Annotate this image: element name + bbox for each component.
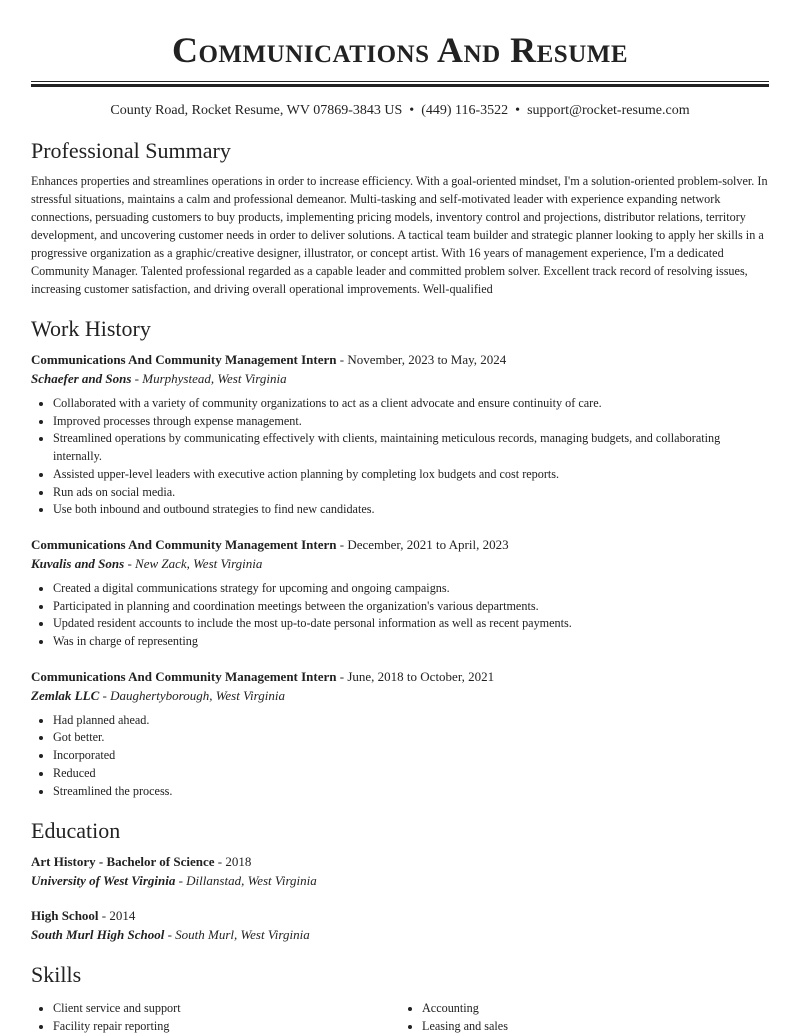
school-location: - Dillanstad, West Virginia: [175, 873, 317, 889]
summary-text: Enhances properties and streamlines operations in order to increase efficiency. With a goal-oriented mindset, I'm a solution-oriented problem-solver. In stressful situations, maintains a calm and professional demeanor. Multi-tasking and self-motivated leader with experience expanding network connections, persuading customers to buy products, implementing pricing models, inventory control and projections, distributor relations, territory development, and uncovering customer needs in order to deliver solutions. A tactical team builder and strategic planner looking to apply her skills in a progressive organization as a graphic/creative designer, illustrator, or concept artist. With 16 years of management experience, I'm a dedicated Community Manager. Talented professional regarded as a capable leader and committed problem solver. Excellent track record of resolving issues, increasing customer satisfaction, and driving overall operational improvements. Well-qualified: [31, 174, 768, 296]
contact-line: [31, 102, 769, 120]
skill-item: • Client service and support: [53, 1000, 400, 1018]
job-bullet: • Incorporated: [53, 747, 769, 765]
job-company-line: [31, 686, 769, 705]
job-entry: [31, 350, 769, 519]
education-heading: Education: [31, 818, 121, 844]
job-bullet: • Reduced: [53, 765, 769, 783]
job-bullet: • Collaborated with a variety of community organizations to act as a client advocate and ensure continuity of care.: [53, 395, 769, 413]
contact-separator: •: [409, 103, 415, 118]
degree-year: - 2018: [214, 854, 252, 870]
job-company: Kuvalis and Sons: [31, 555, 125, 571]
job-location: - Murphystead, West Virginia: [131, 371, 287, 386]
job-entry: [31, 535, 769, 651]
skills-columns: [31, 996, 769, 1035]
contact-address: County Road, Rocket Resume, WV 07869-3843 US: [110, 103, 403, 118]
education-entry: [31, 852, 769, 890]
job-title: Communications And Community Management Intern: [31, 668, 337, 684]
job-title-line: [31, 350, 769, 369]
job-title-line: [31, 535, 769, 554]
job-company-line: [31, 369, 769, 388]
degree-year: - 2014: [98, 908, 136, 924]
job-location: - New Zack, West Virginia: [124, 555, 263, 571]
skills-right-list: [400, 1000, 769, 1035]
degree-line: [31, 906, 769, 925]
school-line: [31, 925, 769, 944]
job-bullet: • Was in charge of representing: [53, 633, 769, 651]
resume-page: [31, 0, 769, 1036]
job-bullet: • Participated in planning and coordination meetings between the organization's various departments.: [53, 598, 769, 616]
job-bullet: • Streamlined the process.: [53, 783, 769, 801]
degree-title: Art History - Bachelor of Science: [31, 854, 215, 870]
job-company: Schaefer and Sons: [31, 371, 132, 386]
job-bullet: • Updated resident accounts to include the most up-to-date personal information as well as recent payments.: [53, 615, 769, 633]
job-location: - Daughertyborough, West Virginia: [99, 687, 285, 703]
job-bullets: [31, 712, 769, 801]
job-bullet: • Had planned ahead.: [53, 712, 769, 730]
degree-title: High School: [31, 908, 99, 924]
job-bullets: [31, 395, 769, 519]
header-divider-thin: [31, 81, 769, 82]
job-bullets: [31, 580, 769, 651]
work-history-heading: Work History: [31, 316, 151, 341]
job-bullet: • Got better.: [53, 729, 769, 747]
school-line: [31, 871, 769, 890]
job-bullet: • Assisted upper-level leaders with executive action planning by completing lox budgets and cost reports.: [53, 466, 769, 484]
job-entry: [31, 667, 769, 801]
skill-item: • Accounting: [422, 1000, 769, 1018]
job-company: Zemlak LLC: [31, 687, 100, 703]
contact-phone: (449) 116-3522: [421, 103, 509, 118]
job-title-line: [31, 667, 769, 686]
job-company-line: [31, 554, 769, 573]
job-bullet: • Use both inbound and outbound strategies to find new candidates.: [53, 501, 769, 519]
job-bullet: • Run ads on social media.: [53, 484, 769, 502]
school-location: - South Murl, West Virginia: [164, 927, 310, 943]
job-bullet: • Created a digital communications strategy for upcoming and ongoing campaigns.: [53, 580, 769, 598]
summary-heading: Professional Summary: [31, 138, 231, 163]
header-divider-thick: [31, 84, 769, 87]
job-dates: - December, 2021 to April, 2023: [336, 536, 509, 552]
job-title: Communications And Community Management Intern: [31, 536, 337, 552]
skills-left-list: [31, 1000, 400, 1035]
skill-item: • Leasing and sales: [422, 1018, 769, 1036]
job-bullet: • Improved processes through expense management.: [53, 413, 769, 431]
job-bullet: • Streamlined operations by communicating effectively with clients, maintaining meticulous records, managing budgets, and collaborating internally.: [53, 430, 769, 465]
contact-separator: •: [515, 103, 521, 118]
job-dates: - June, 2018 to October, 2021: [336, 668, 495, 684]
school-name: University of West Virginia: [31, 873, 176, 889]
contact-email[interactable]: support@rocket-resume.com: [527, 103, 690, 118]
resume-name: Communications And Resume: [171, 30, 629, 70]
degree-line: [31, 852, 769, 871]
job-title: Communications And Community Management Intern: [31, 352, 337, 367]
skills-heading: Skills: [31, 962, 82, 988]
school-name: South Murl High School: [31, 927, 165, 943]
job-dates: - November, 2023 to May, 2024: [336, 352, 507, 367]
skill-item: • Facility repair reporting: [53, 1018, 400, 1036]
education-entry: [31, 906, 769, 944]
